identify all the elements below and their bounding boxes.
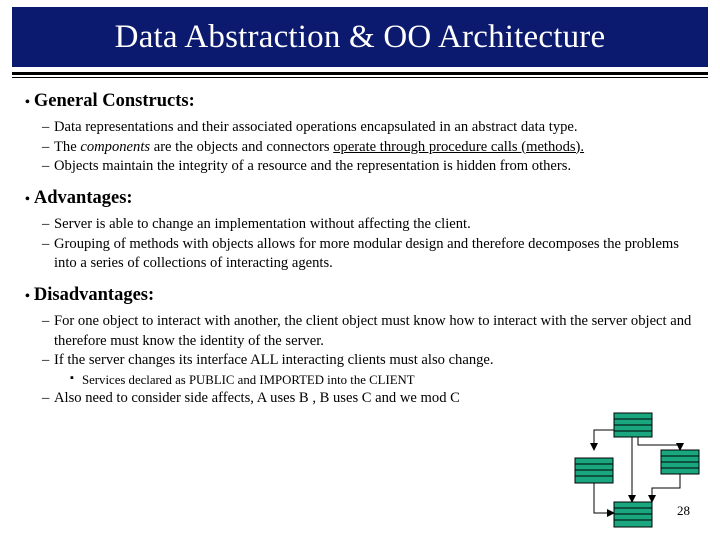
object-box-bottom bbox=[614, 502, 652, 527]
list-item: – Also need to consider side affects, A uses B , B uses C and we mod C bbox=[42, 389, 460, 406]
object-box-right bbox=[661, 450, 699, 474]
list-item: – The components are the objects and connectors operate through procedure calls (methods). bbox=[42, 138, 585, 155]
object-box-top bbox=[614, 413, 652, 437]
connector bbox=[638, 437, 680, 450]
list-item: – Grouping of methods with objects allows for more modular design and therefore decomposes the problems into a series of collections of interacting agents. bbox=[42, 235, 679, 271]
bullet-icon: ▪ bbox=[70, 371, 74, 384]
list-item: – Objects maintain the integrity of a resource and the representation is hidden from others. bbox=[42, 158, 572, 174]
section-heading: • Disadvantages: bbox=[25, 285, 155, 305]
bullet-icon: • bbox=[25, 192, 30, 207]
connector bbox=[594, 430, 614, 450]
connector bbox=[652, 474, 680, 502]
list-item: – Data representations and their associated operations encapsulated in an abstract data type. bbox=[42, 119, 578, 135]
bullet-icon: • bbox=[25, 289, 30, 304]
list-item: – If the server changes its interface ALL interacting clients must also change. bbox=[42, 352, 494, 368]
list-item: – Server is able to change an implementation without affecting the client. bbox=[42, 216, 471, 232]
section-heading: • Advantages: bbox=[25, 188, 133, 208]
connector bbox=[594, 483, 614, 513]
slide-title: Data Abstraction & OO Architecture bbox=[114, 18, 606, 55]
list-item: – For one object to interact with another, the client object must know how to interact with the server object and therefore must know the identity of the server. bbox=[42, 313, 692, 349]
bullet-icon: • bbox=[25, 95, 30, 110]
section-heading: • General Constructs: bbox=[25, 91, 195, 111]
sub-list-item: ▪ Services declared as PUBLIC and IMPORTED into the CLIENT bbox=[42, 371, 705, 389]
page-number: 28 bbox=[677, 503, 690, 518]
object-box-left bbox=[575, 458, 613, 483]
